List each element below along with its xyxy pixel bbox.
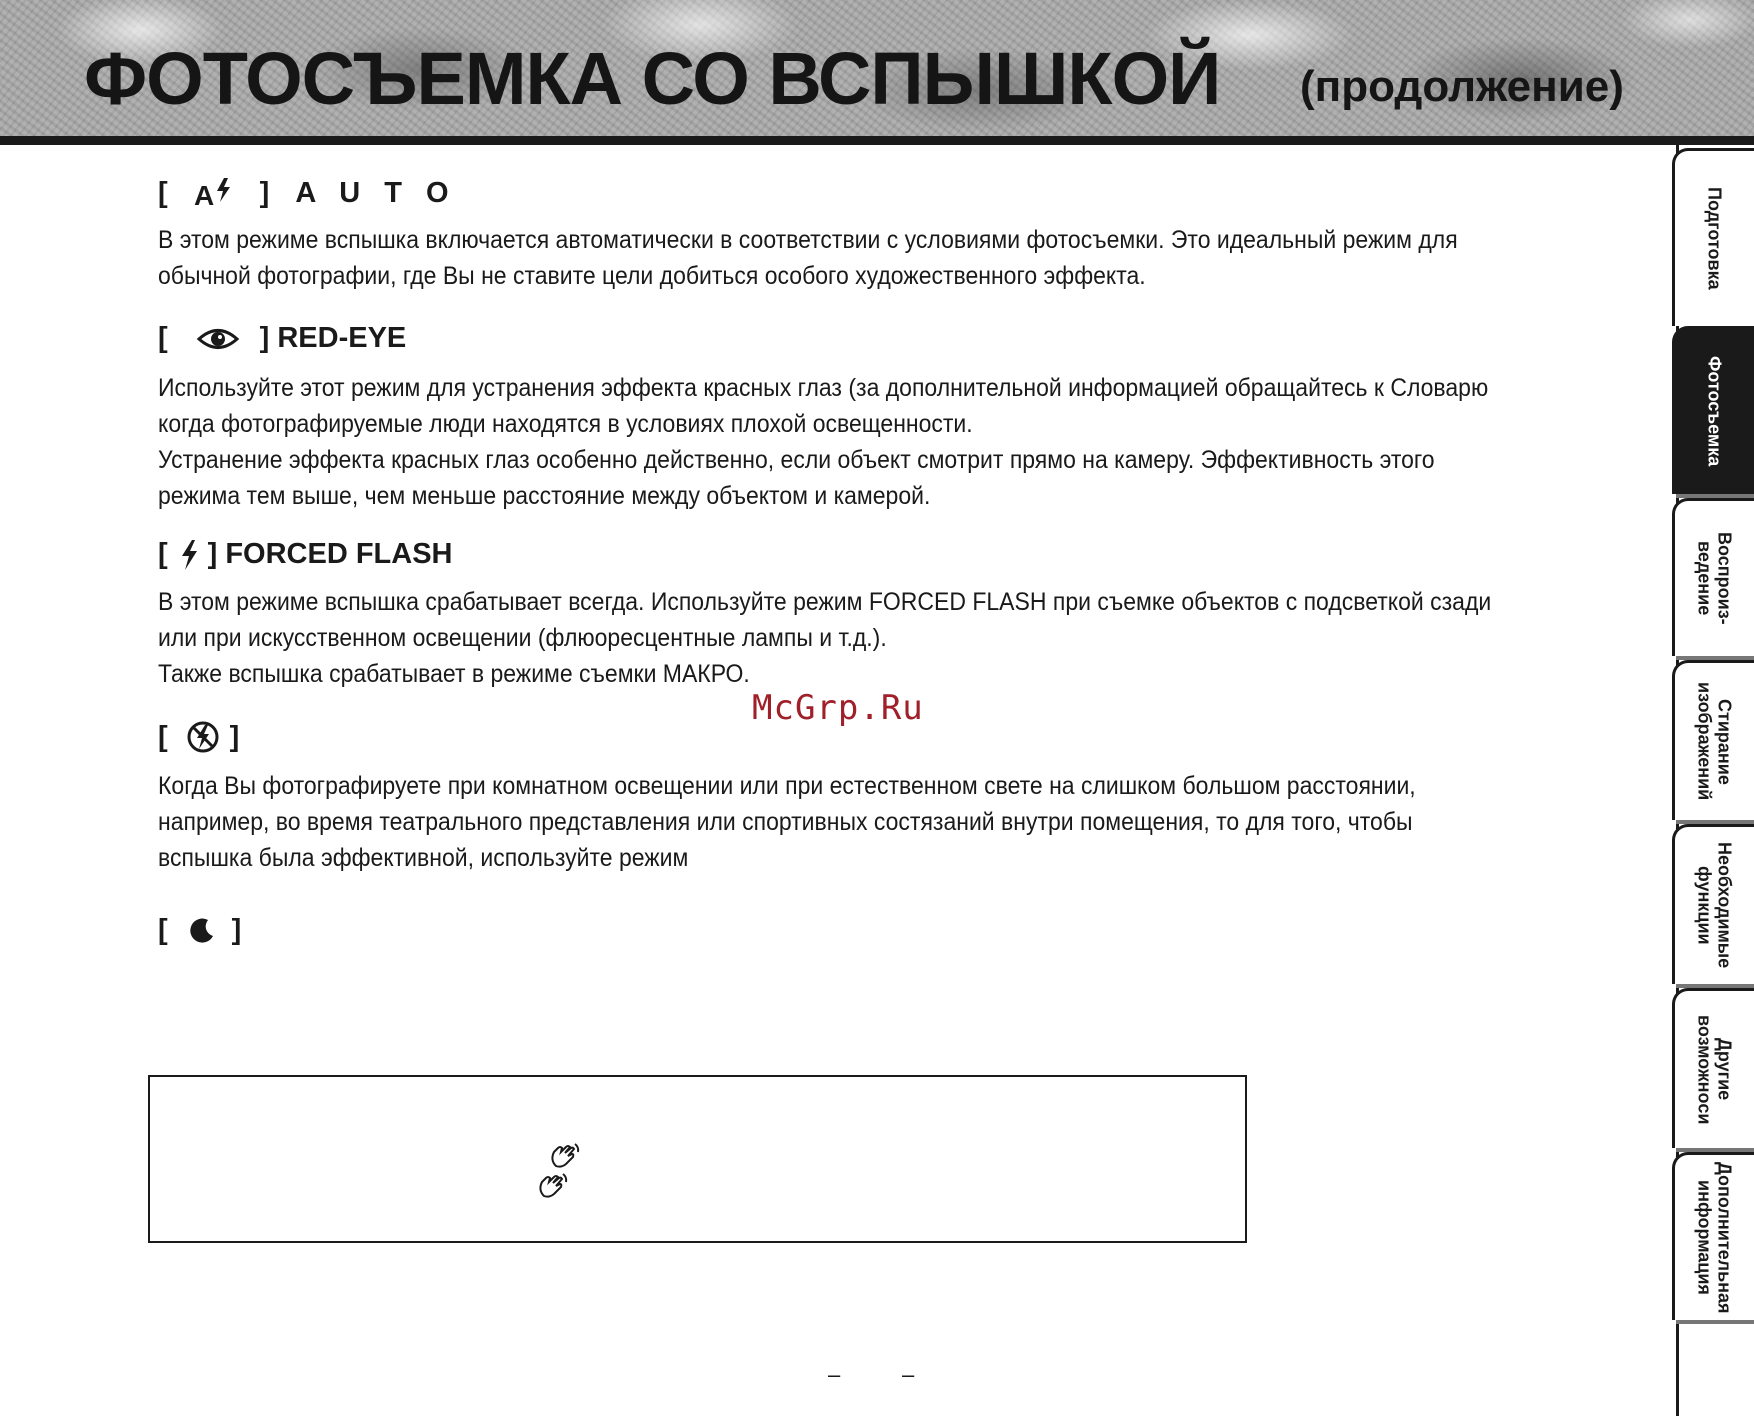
mode-label-red-eye: RED-EYE bbox=[277, 322, 407, 354]
page-title: ФОТОСЪЕМКА СО ВСПЫШКОЙ bbox=[84, 37, 1221, 120]
bracket-close: ] bbox=[231, 914, 242, 946]
tab-label: Подготовка bbox=[1704, 187, 1725, 290]
text-line: В этом режиме вспышка включается автоматически в соответствии с условиями фотосъемки. Это идеальный режим для bbox=[158, 226, 1458, 254]
note-box bbox=[148, 1075, 1247, 1243]
watermark-text: McGrp.Ru bbox=[752, 688, 924, 728]
text-line: Используйте этот режим для устранения эффекта красных глаз (за дополнительной информацией обращайтесь к Словарю bbox=[158, 374, 1489, 402]
mode-heading-auto bbox=[158, 176, 457, 210]
night-mode-icon bbox=[188, 917, 216, 945]
tab-label: Другие возможноси bbox=[1694, 1014, 1735, 1125]
camera-shake-icon bbox=[546, 1142, 582, 1175]
bracket-open: [ bbox=[158, 538, 168, 570]
header-rule bbox=[0, 136, 1754, 145]
tab-label: Стирание изображений bbox=[1694, 682, 1735, 801]
text-line: например, во время театрального представления или спортивных состязаний внутри помещения, то для того, чтобы bbox=[158, 808, 1413, 836]
tab-additional-info[interactable] bbox=[1672, 1152, 1754, 1320]
text-line: Устранение эффекта красных глаз особенно действенно, если объект смотрит прямо на камеру. Эффективность этого bbox=[158, 446, 1435, 474]
tab-label: Воспроиз- ведение bbox=[1694, 532, 1735, 625]
tab-label: Фотосъемка bbox=[1704, 356, 1725, 467]
text-line: обычной фотографии, где Вы не ставите цели добиться особого художественного эффекта. bbox=[158, 262, 1146, 290]
text-line: В этом режиме вспышка срабатывает всегда. Используйте режим FORCED FLASH при съемке объектов с подсветкой сзади bbox=[158, 588, 1492, 616]
bracket-close: ] bbox=[229, 720, 240, 753]
auto-flash-icon bbox=[194, 176, 238, 210]
flash-off-icon bbox=[186, 720, 220, 754]
bracket-open: [ bbox=[158, 720, 168, 753]
text-line: или при искусственном освещении (флюоресцентные лампы и т.д.). bbox=[158, 624, 887, 652]
text-line: Также вспышка срабатывает в режиме съемки МАКРО. bbox=[158, 660, 750, 688]
mode-label-auto: A U T O bbox=[295, 176, 457, 209]
tab-delete-images[interactable] bbox=[1672, 660, 1754, 820]
text-line: Когда Вы фотографируете при комнатном освещении или при естественном свете на слишком большом расстоянии, bbox=[158, 772, 1416, 800]
svg-text:A: A bbox=[193, 180, 214, 210]
bracket-close: ] bbox=[207, 538, 218, 570]
text-line: вспышка была эффективной, используйте режим bbox=[158, 844, 689, 872]
tab-playback[interactable] bbox=[1672, 498, 1754, 656]
paragraph-flash-off bbox=[158, 768, 1510, 876]
mode-heading-night bbox=[158, 914, 241, 947]
tab-divider bbox=[1676, 1320, 1754, 1324]
mode-label-forced-flash: FORCED FLASH bbox=[225, 538, 453, 570]
red-eye-icon bbox=[196, 324, 240, 354]
paragraph-auto bbox=[158, 222, 1510, 294]
bracket-open: [ bbox=[158, 322, 168, 354]
tab-other-features[interactable] bbox=[1672, 988, 1754, 1148]
tab-preparation[interactable] bbox=[1672, 148, 1754, 326]
forced-flash-icon bbox=[178, 539, 200, 571]
page-subtitle: (продолжение) bbox=[1300, 62, 1624, 111]
tab-label: Дополнительная информация bbox=[1694, 1161, 1735, 1314]
tab-label: Необходимые функции bbox=[1694, 842, 1735, 969]
camera-shake-icon bbox=[534, 1172, 570, 1205]
bracket-open: [ bbox=[158, 176, 168, 209]
mode-heading-red-eye bbox=[158, 322, 406, 355]
tab-photography[interactable] bbox=[1672, 326, 1754, 494]
page-mark: – bbox=[828, 1362, 841, 1387]
page-mark: – bbox=[902, 1362, 915, 1387]
text-line: режима тем выше, чем меньше расстояние между объектом и камерой. bbox=[158, 482, 931, 510]
mode-heading-forced-flash bbox=[158, 538, 453, 571]
tab-essential-functions[interactable] bbox=[1672, 824, 1754, 984]
mode-heading-flash-off bbox=[158, 720, 247, 754]
paragraph-forced-flash bbox=[158, 584, 1510, 692]
bracket-open: [ bbox=[158, 914, 168, 946]
bracket-close: ] bbox=[259, 176, 270, 209]
text-line: когда фотографируемые люди находятся в условиях плохой освещенности. bbox=[158, 410, 973, 438]
paragraph-red-eye bbox=[158, 370, 1510, 514]
bracket-close: ] bbox=[259, 322, 270, 354]
